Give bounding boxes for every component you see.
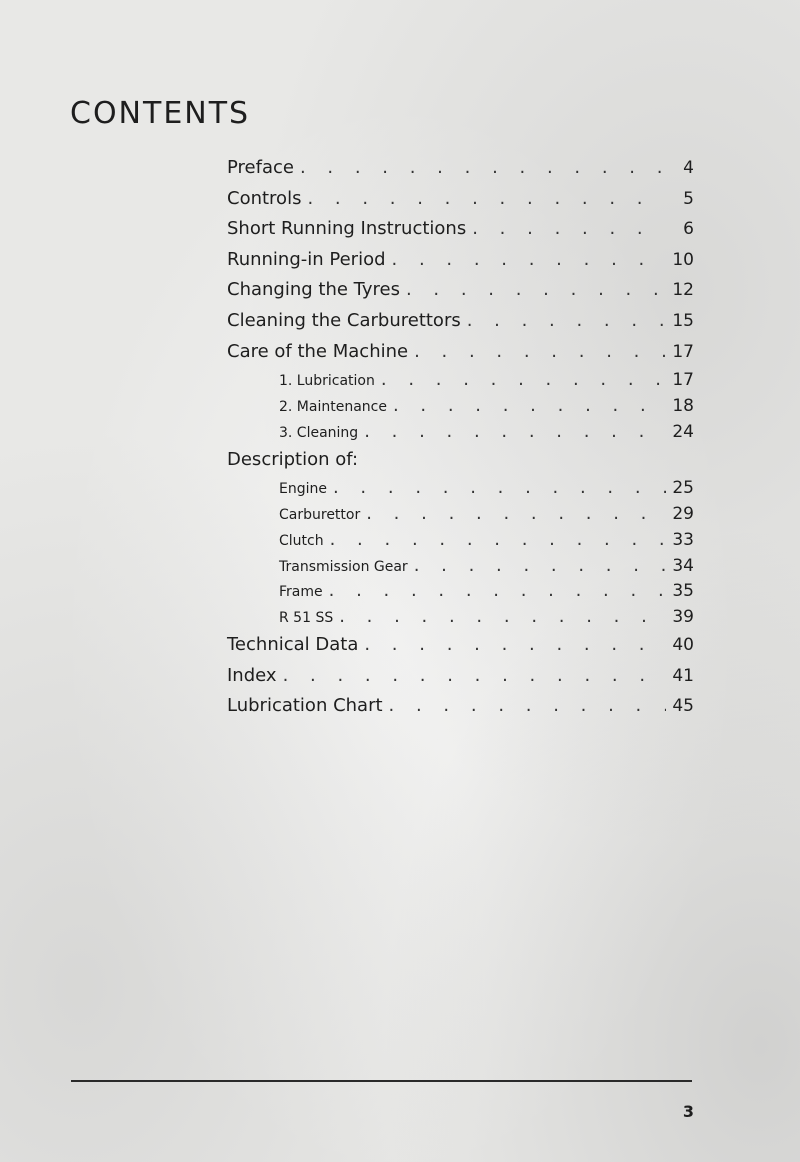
toc-leader-dots: [467, 306, 666, 337]
toc-entry: [227, 275, 694, 306]
toc-entry-label: 3. Cleaning: [279, 424, 359, 441]
toc-leader-dots: [364, 630, 666, 661]
toc-entry-page: 17: [672, 370, 694, 391]
toc-entry-page: 33: [672, 529, 694, 550]
toc-subentry: [227, 501, 694, 527]
toc-entry-page: 35: [672, 581, 694, 602]
toc-entry: [227, 661, 694, 692]
toc-subentry: [227, 553, 694, 579]
toc-entry-label: Cleaning the Carburettors: [227, 309, 461, 331]
toc-entry-page: 45: [672, 696, 694, 717]
toc-entry-label: Engine: [279, 481, 327, 498]
toc-subentry: [227, 604, 694, 630]
toc-leader-dots: [283, 661, 666, 692]
toc-entry-page: 6: [683, 219, 694, 240]
toc-entry-page: 24: [672, 421, 694, 442]
toc-entry: [227, 184, 694, 215]
toc-leader-dots: [330, 527, 666, 553]
toc-entry-page: 18: [672, 395, 694, 416]
toc-entry-label: Controls: [227, 187, 302, 209]
toc-subentry: [227, 419, 694, 445]
toc-leader-dots: [300, 153, 666, 184]
toc-entry-page: 41: [672, 665, 694, 686]
toc-entry: [227, 337, 694, 368]
toc-entry-label: Lubrication Chart: [227, 695, 383, 717]
toc-entry-page: 34: [672, 555, 694, 576]
toc-leader-dots: [472, 214, 666, 245]
toc-leader-dots: [389, 691, 666, 722]
toc-entry: [227, 153, 694, 184]
toc-entry: [227, 445, 694, 476]
toc-leader-dots: [393, 393, 666, 419]
toc-entry: [227, 306, 694, 337]
toc-leader-dots: [414, 337, 666, 368]
toc-entry-label: Running-in Period: [227, 248, 386, 270]
toc-leader-dots: [366, 501, 666, 527]
toc-entry-label: Transmission Gear: [279, 558, 408, 575]
toc-leader-dots: [406, 275, 666, 306]
toc-entry-label: Description of:: [227, 448, 359, 470]
page-title: CONTENTS: [70, 96, 251, 131]
toc-leader-dots: [333, 475, 666, 501]
toc-entry-label: Frame: [279, 584, 323, 601]
toc-entry-page: 4: [683, 158, 694, 178]
toc-entry-page: 25: [672, 478, 694, 499]
toc-entry-page: 5: [683, 188, 694, 209]
toc-leader-dots: [307, 184, 666, 215]
toc-entry-label: Preface: [227, 157, 294, 178]
toc-entry: [227, 691, 694, 722]
toc-leader-dots: [381, 367, 666, 393]
toc-entry-page: 40: [672, 634, 694, 655]
toc-leader-dots: [414, 553, 666, 579]
toc-subentry: [227, 367, 694, 393]
table-of-contents: [227, 153, 694, 722]
toc-leader-dots: [392, 245, 666, 276]
toc-entry-page: 10: [672, 249, 694, 270]
toc-leader-dots: [339, 604, 666, 630]
page-number: 3: [682, 1102, 694, 1121]
toc-entry-label: Technical Data: [227, 633, 359, 655]
toc-entry-page: 39: [672, 607, 694, 628]
toc-subentry: [227, 475, 694, 501]
toc-entry-label: R 51 SS: [279, 610, 334, 627]
toc-entry-page: 15: [672, 310, 694, 331]
toc-entry-page: 12: [672, 280, 694, 301]
toc-subentry: [227, 393, 694, 419]
toc-entry-label: Changing the Tyres: [227, 279, 400, 301]
toc-entry-label: 2. Maintenance: [279, 398, 387, 415]
toc-leader-dots: [364, 419, 666, 445]
toc-subentry: [227, 578, 694, 604]
toc-entry: [227, 214, 694, 245]
toc-entry-page: 17: [672, 341, 694, 362]
toc-entry-label: Clutch: [279, 532, 324, 549]
toc-entry-label: Short Running Instructions: [227, 218, 467, 240]
toc-leader-dots: [329, 578, 666, 604]
toc-entry-label: 1. Lubrication: [279, 373, 375, 390]
footer-rule: [71, 1080, 692, 1082]
toc-entry: [227, 245, 694, 276]
toc-entry: [227, 630, 694, 661]
toc-entry-label: Index: [227, 664, 277, 686]
toc-entry-page: 29: [672, 503, 694, 524]
toc-subentry: [227, 527, 694, 553]
toc-entry-label: Carburettor: [279, 506, 361, 523]
toc-entry-label: Care of the Machine: [227, 340, 409, 362]
